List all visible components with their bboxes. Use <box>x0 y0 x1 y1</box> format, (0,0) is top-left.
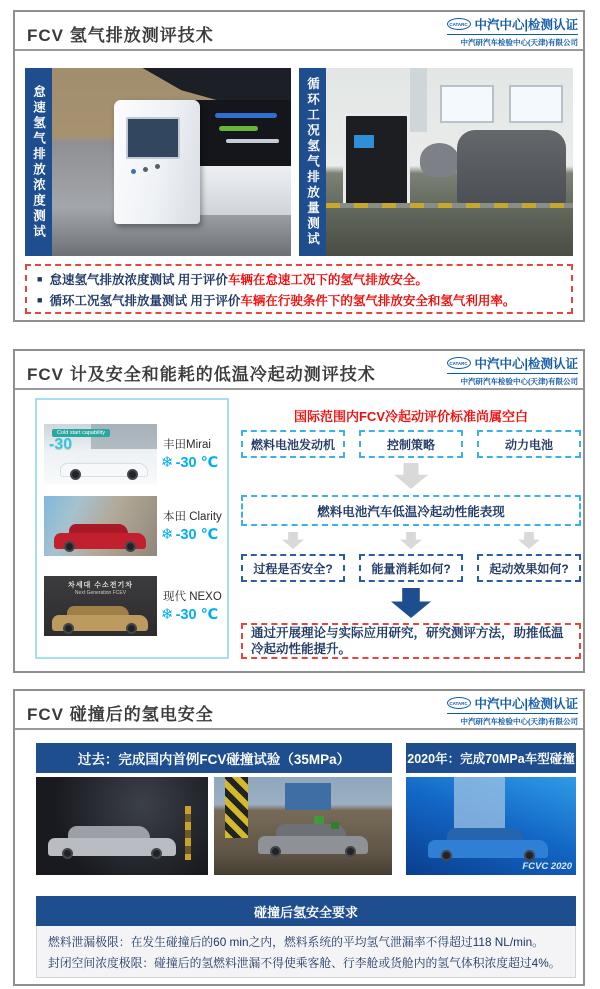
test-cabinet <box>343 113 410 207</box>
car-silhouette <box>428 817 548 861</box>
watermark-fcvc2020: FCVC 2020 <box>522 861 572 872</box>
bullet-idle-highlight: 车辆在怠速工况下的氢气排放安全。 <box>227 272 428 287</box>
overlay-temp: -30 <box>49 436 73 453</box>
benchmark-car-panel <box>35 398 229 659</box>
nexo-overlay-korean: 차세대 수소전기차 <box>67 582 134 589</box>
car-silhouette <box>52 596 148 634</box>
flow-box-power-battery: 动力电池 <box>477 430 581 458</box>
slide1-bullet-box <box>25 264 573 314</box>
flow-question-safety: 过程是否安全? <box>241 554 345 582</box>
bullet-square-icon: ■ <box>37 274 43 284</box>
slide2-header <box>15 351 583 390</box>
banner-hydrogen-safety-requirements: 碰撞后氢安全要求 <box>36 896 576 926</box>
car-name-clarity: 本田 Clarity <box>163 511 222 523</box>
photo-crash-side-impact <box>36 777 208 875</box>
org-logo-row <box>447 15 579 35</box>
catarc-oval-icon: CATARC <box>447 697 471 709</box>
bullet-cycle-lead: 循环工况氢气排放量测试 用于评价 <box>49 293 241 308</box>
down-arrow-icon <box>394 463 428 489</box>
slide-cold-start <box>13 349 585 673</box>
org-subtitle: 中汽研汽车检验中心(天津)有限公司 <box>460 376 578 386</box>
car-silhouette <box>60 446 148 480</box>
photo-toyota-mirai <box>44 424 157 484</box>
requirement-fuel-leak-limit: 燃料泄漏极限：在发生碰撞后的60 min之内，燃料系统的平均氢气泄漏率不得超过118 NL/min。 <box>48 934 544 949</box>
bullet-square-icon: ■ <box>37 295 43 305</box>
photo-hyundai-nexo <box>44 576 157 636</box>
org-logo-row <box>447 354 579 374</box>
snowflake-icon: ❄ <box>161 606 174 623</box>
page-title: FCV 氢气排放测评技术 <box>27 26 214 45</box>
photo-idle-test <box>25 68 291 256</box>
bullet-idle-lead: 怠速氢气排放浓度测试 用于评价 <box>49 272 228 287</box>
temp-value: -30 ℃ <box>175 607 219 623</box>
flow-conclusion-box <box>241 623 581 659</box>
nexo-overlay-english: Next Generation FCEV <box>74 590 127 596</box>
banner-2020-crash-test: 2020年：完成70MPa车型碰撞 <box>406 743 576 773</box>
cold-start-badge: Cold start capability <box>52 429 110 437</box>
org-logo-row <box>447 694 579 714</box>
org-title: 中汽中心|检测认证 <box>474 357 578 371</box>
temp-mirai <box>161 453 218 471</box>
org-logo <box>447 354 579 387</box>
org-logo <box>447 15 579 48</box>
slide-hydrogen-emission <box>13 10 585 322</box>
flow-conclusion-text: 通过开展理论与实际应用研究，研究测评方法，助推低温冷起动性能提升。 <box>251 625 564 656</box>
catarc-oval-icon: CATARC <box>447 18 471 30</box>
photo-honda-clarity <box>44 496 157 556</box>
requirement-enclosed-concentration-limit: 封闭空间浓度极限：碰撞后的氢燃料泄漏不得使乘客舱、行李舱或货舱内的氢气体积浓度超过4%。 <box>48 955 561 970</box>
photo-label-idle: 怠速氢气排放浓度测试 <box>25 68 52 256</box>
slide1-header <box>15 12 583 51</box>
car-name-mirai: 丰田Mirai <box>163 439 211 451</box>
photo-cycle-test <box>299 68 573 256</box>
org-title: 中汽中心|检测认证 <box>474 18 578 32</box>
car-silhouette <box>54 514 146 552</box>
snowflake-icon: ❄ <box>161 454 174 471</box>
temp-value: -30 ℃ <box>175 455 219 471</box>
org-title: 中汽中心|检测认证 <box>474 697 578 711</box>
catarc-oval-icon: CATARC <box>447 357 471 369</box>
down-arrow-icon <box>391 588 431 618</box>
bullet-idle <box>37 270 561 288</box>
temp-nexo <box>161 605 218 623</box>
flow-box-fuel-cell-engine: 燃料电池发动机 <box>241 430 345 458</box>
bullet-cycle-highlight: 车辆在行驶条件下的氢气排放安全和氢气利用率。 <box>240 293 516 308</box>
flow-box-control-strategy: 控制策略 <box>359 430 463 458</box>
snowflake-icon: ❄ <box>161 526 174 543</box>
flow-box-performance: 燃料电池汽车低温冷起动性能表现 <box>241 495 581 526</box>
covered-test-car <box>457 130 566 205</box>
flow-headline: 国际范围内FCV冷起动评价标准尚属空白 <box>293 409 528 424</box>
photo-crash-lab-front <box>214 777 392 875</box>
car-silhouette <box>48 815 176 859</box>
analyzer-device <box>114 100 200 224</box>
banner-past-crash-test: 过去：完成国内首例FCV碰撞试验（35MPa） <box>36 743 392 773</box>
down-arrow-icon <box>400 532 422 549</box>
down-arrow-icon <box>518 532 540 549</box>
outdoor-test-scene <box>52 68 291 256</box>
page-title: FCV 碰撞后的氢电安全 <box>27 705 214 724</box>
slide1-photo-row <box>25 68 573 256</box>
org-subtitle: 中汽研汽车检验中心(天津)有限公司 <box>460 716 578 726</box>
org-subtitle: 中汽研汽车检验中心(天津)有限公司 <box>460 37 578 47</box>
flow-question-energy: 能量消耗如何? <box>359 554 463 582</box>
down-arrow-icon <box>282 532 304 549</box>
cold-start-flowchart <box>241 398 581 659</box>
temp-value: -30 ℃ <box>175 527 219 543</box>
bullet-cycle <box>37 291 561 309</box>
org-logo <box>447 694 579 727</box>
lab-test-scene <box>326 68 573 256</box>
requirements-box <box>36 926 576 978</box>
page-title: FCV 计及安全和能耗的低温冷起动测评技术 <box>27 365 376 384</box>
photo-label-cycle: 循环工况氢气排放量测试 <box>299 68 326 256</box>
photo-crash-70mpa-car <box>406 777 576 875</box>
slide3-header <box>15 691 583 730</box>
car-name-nexo: 现代 NEXO <box>163 591 222 603</box>
flow-question-effect: 起动效果如何? <box>477 554 581 582</box>
temp-clarity <box>161 525 218 543</box>
slide-post-crash-safety <box>13 689 585 986</box>
